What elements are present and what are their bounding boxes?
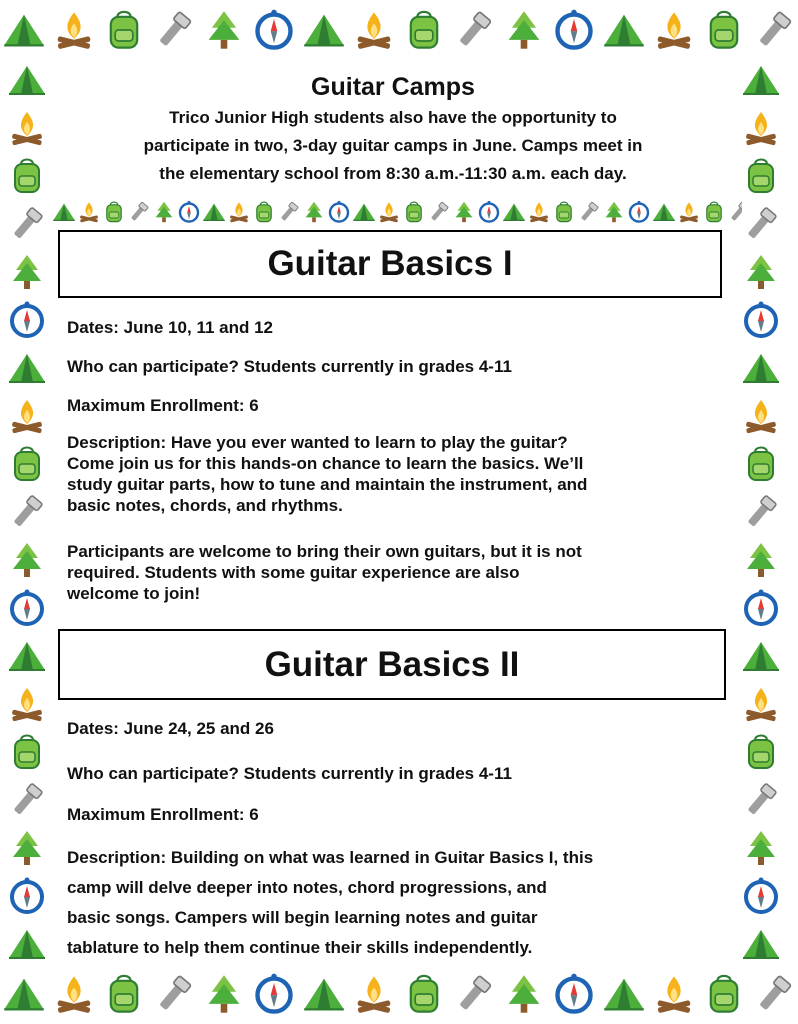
- tent-icon: [52, 200, 76, 224]
- tent-icon: [2, 972, 46, 1016]
- flashlight-icon: [452, 972, 496, 1016]
- backpack-icon: [7, 156, 47, 196]
- backpack-icon: [402, 972, 446, 1016]
- flashlight-icon: [127, 200, 151, 224]
- compass-icon: [627, 200, 651, 224]
- flashlight-icon: [741, 780, 781, 820]
- intro-line-1: Trico Junior High students also have the opportunity to: [169, 108, 617, 127]
- compass-icon: [552, 972, 596, 1016]
- camp-1-who: Who can participate? Students currently in grades 4-11: [67, 357, 512, 376]
- tent-icon: [7, 60, 47, 100]
- camp-2-description-line: Description: Building on what was learned in Guitar Basics I, this: [67, 848, 594, 867]
- campfire-icon: [352, 8, 396, 52]
- tent-icon: [741, 924, 781, 964]
- tent-icon: [502, 200, 526, 224]
- pine-tree-icon: [741, 252, 781, 292]
- campfire-icon: [227, 200, 251, 224]
- flashlight-icon: [727, 200, 742, 224]
- compass-icon: [7, 876, 47, 916]
- campfire-icon: [741, 396, 781, 436]
- top-border: [2, 6, 796, 54]
- tent-icon: [652, 200, 676, 224]
- campfire-icon: [652, 8, 696, 52]
- camp-1-dates: Dates: June 10, 11 and 12: [67, 318, 273, 337]
- bottom-border: [2, 970, 796, 1018]
- backpack-icon: [702, 972, 746, 1016]
- campfire-icon: [741, 684, 781, 724]
- backpack-icon: [102, 200, 126, 224]
- backpack-icon: [7, 444, 47, 484]
- compass-icon: [327, 200, 351, 224]
- pine-tree-icon: [202, 8, 246, 52]
- flashlight-icon: [741, 204, 781, 244]
- campfire-icon: [52, 972, 96, 1016]
- flashlight-icon: [427, 200, 451, 224]
- campfire-icon: [7, 108, 47, 148]
- tent-icon: [302, 8, 346, 52]
- camp-1-description-line: basic notes, chords, and rhythms.: [67, 496, 343, 515]
- campfire-icon: [52, 8, 96, 52]
- campfire-icon: [652, 972, 696, 1016]
- camp-1-description-line: Come join us for this hands-on chance to learn the basics. We’ll: [67, 454, 584, 473]
- pine-tree-icon: [452, 200, 476, 224]
- campfire-icon: [677, 200, 701, 224]
- flashlight-icon: [7, 492, 47, 532]
- flashlight-icon: [277, 200, 301, 224]
- compass-icon: [7, 300, 47, 340]
- compass-icon: [252, 8, 296, 52]
- camp-2-who: Who can participate? Students currently in grades 4-11: [67, 764, 512, 783]
- flashlight-icon: [752, 972, 796, 1016]
- tent-icon: [352, 200, 376, 224]
- campfire-icon: [7, 396, 47, 436]
- pine-tree-icon: [7, 252, 47, 292]
- camp-2-title-box: [58, 629, 726, 700]
- tent-icon: [741, 60, 781, 100]
- left-border: [4, 60, 50, 968]
- compass-icon: [741, 300, 781, 340]
- intro-line-2: participate in two, 3-day guitar camps in June. Camps meet in: [143, 136, 643, 155]
- compass-icon: [177, 200, 201, 224]
- camp-2-description-line: tablature to help them continue their skills independently.: [67, 938, 533, 957]
- backpack-icon: [741, 444, 781, 484]
- header: [58, 72, 728, 188]
- backpack-icon: [102, 972, 146, 1016]
- tent-icon: [302, 972, 346, 1016]
- tent-icon: [602, 8, 646, 52]
- flashlight-icon: [752, 8, 796, 52]
- intro-line-3: the elementary school from 8:30 a.m.-11:30 a.m. each day.: [159, 164, 627, 183]
- pine-tree-icon: [502, 8, 546, 52]
- campfire-icon: [741, 108, 781, 148]
- backpack-icon: [741, 156, 781, 196]
- tent-icon: [741, 636, 781, 676]
- camp-1-note-line: required. Students with some guitar experience are also: [67, 563, 520, 582]
- flashlight-icon: [452, 8, 496, 52]
- backpack-icon: [7, 732, 47, 772]
- right-border: [738, 60, 784, 968]
- compass-icon: [741, 588, 781, 628]
- backpack-icon: [741, 732, 781, 772]
- tent-icon: [7, 924, 47, 964]
- tent-icon: [602, 972, 646, 1016]
- pine-tree-icon: [602, 200, 626, 224]
- camp-2-dates: Dates: June 24, 25 and 26: [67, 719, 274, 738]
- backpack-icon: [702, 200, 726, 224]
- campfire-icon: [377, 200, 401, 224]
- compass-icon: [7, 588, 47, 628]
- backpack-icon: [552, 200, 576, 224]
- flashlight-icon: [7, 204, 47, 244]
- flashlight-icon: [577, 200, 601, 224]
- flashlight-icon: [152, 972, 196, 1016]
- compass-icon: [252, 972, 296, 1016]
- pine-tree-icon: [302, 200, 326, 224]
- camp-1-note: [67, 541, 727, 604]
- camp-2-title: Guitar Basics II: [264, 644, 520, 684]
- tent-icon: [741, 348, 781, 388]
- campfire-icon: [77, 200, 101, 224]
- page-title: Guitar Camps: [311, 73, 475, 101]
- pine-tree-icon: [202, 972, 246, 1016]
- pine-tree-icon: [7, 828, 47, 868]
- camp-1-description-line: Description: Have you ever wanted to learn to play the guitar?: [67, 433, 568, 452]
- camp-2-description-line: camp will delve deeper into notes, chord progressions, and: [67, 878, 547, 897]
- backpack-icon: [102, 8, 146, 52]
- backpack-icon: [702, 8, 746, 52]
- campfire-icon: [352, 972, 396, 1016]
- backpack-icon: [252, 200, 276, 224]
- compass-icon: [477, 200, 501, 224]
- tent-icon: [202, 200, 226, 224]
- camp-1-enrollment: Maximum Enrollment: 6: [67, 396, 259, 415]
- pine-tree-icon: [502, 972, 546, 1016]
- camp-1-title-box: [58, 230, 722, 298]
- camp-1-note-line: Participants are welcome to bring their own guitars, but it is not: [67, 542, 582, 561]
- tent-icon: [7, 636, 47, 676]
- pine-tree-icon: [152, 200, 176, 224]
- pine-tree-icon: [7, 540, 47, 580]
- flashlight-icon: [7, 780, 47, 820]
- camp-1-description-line: study guitar parts, how to tune and maintain the instrument, and: [67, 475, 588, 494]
- tent-icon: [7, 348, 47, 388]
- campfire-icon: [527, 200, 551, 224]
- camp-2-description: [67, 843, 727, 963]
- camp-2-description-line: basic songs. Campers will begin learning notes and guitar: [67, 908, 538, 927]
- flashlight-icon: [152, 8, 196, 52]
- campfire-icon: [7, 684, 47, 724]
- backpack-icon: [402, 200, 426, 224]
- camp-2-enrollment: Maximum Enrollment: 6: [67, 805, 259, 824]
- pine-tree-icon: [741, 828, 781, 868]
- compass-icon: [552, 8, 596, 52]
- camp-1-title: Guitar Basics I: [267, 244, 513, 283]
- flashlight-icon: [741, 492, 781, 532]
- divider-border: [52, 197, 742, 227]
- camp-1-note-line: welcome to join!: [67, 584, 201, 603]
- pine-tree-icon: [741, 540, 781, 580]
- tent-icon: [2, 8, 46, 52]
- camp-1-description: [67, 432, 727, 516]
- backpack-icon: [402, 8, 446, 52]
- compass-icon: [741, 876, 781, 916]
